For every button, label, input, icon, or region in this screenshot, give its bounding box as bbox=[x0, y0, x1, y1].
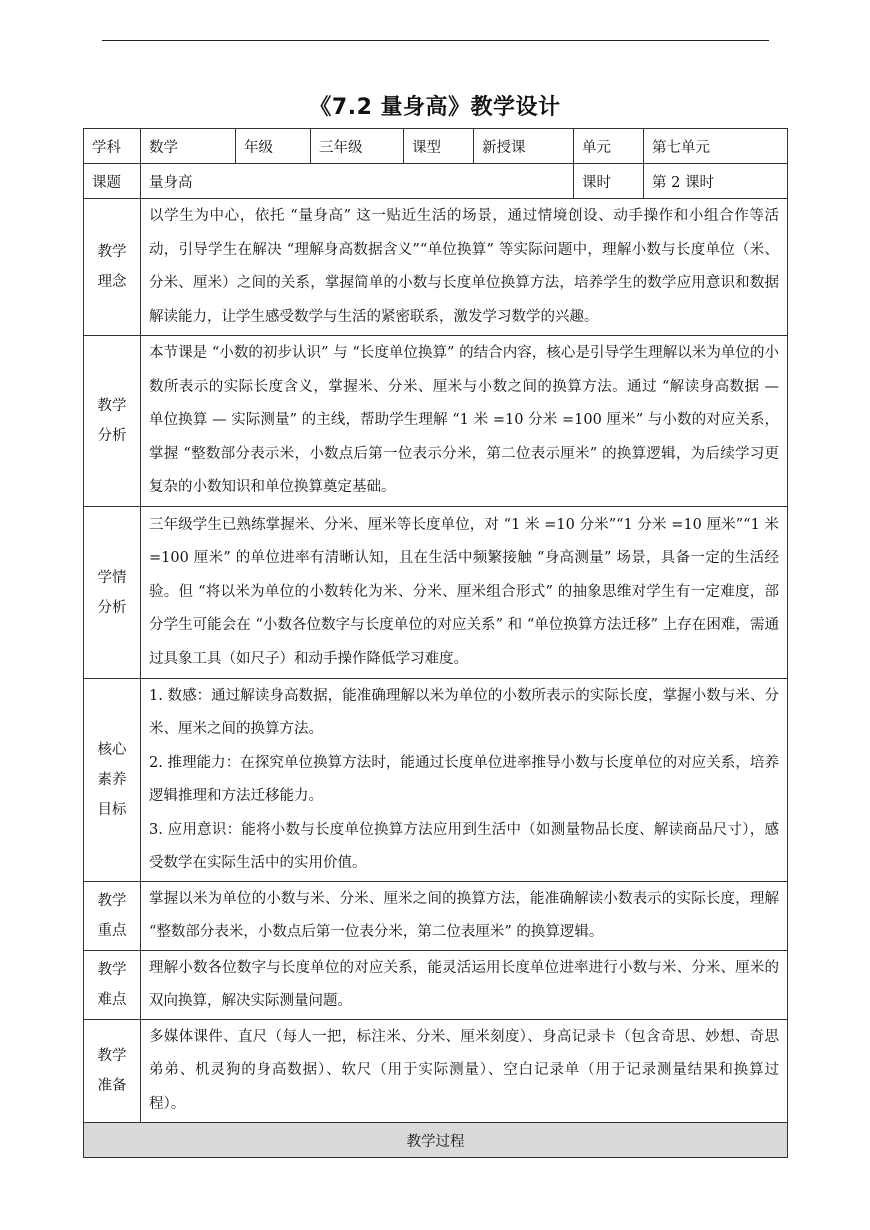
section-row bbox=[84, 1020, 788, 1123]
section-content bbox=[141, 507, 788, 679]
section-content bbox=[141, 1020, 788, 1123]
period-value: 第 2 课时 bbox=[644, 164, 788, 199]
unit-label: 单元 bbox=[574, 129, 644, 164]
subject-value: 数学 bbox=[141, 129, 236, 164]
section-paragraph: 3. 应用意识：能将小数与长度单位换算方法应用到生活中（如测量物品长度、解读商品尺寸），感受数学在实际生活中的实用价值。 bbox=[149, 821, 779, 871]
section-content bbox=[141, 199, 788, 336]
unit-value: 第七单元 bbox=[644, 129, 788, 164]
topic-label: 课题 bbox=[84, 164, 141, 199]
section-paragraph: 2. 推理能力：在探究单位换算方法时，能通过长度单位进率推导小数与长度单位的对应关系，培养逻辑推理和方法迁移能力。 bbox=[149, 754, 779, 804]
topic-value: 量身高 bbox=[141, 164, 574, 199]
lesson-plan-table bbox=[83, 128, 788, 1158]
section-row bbox=[84, 507, 788, 679]
period-label: 课时 bbox=[574, 164, 644, 199]
section-paragraph: 三年级学生已熟练掌握米、分米、厘米等长度单位，对 “1 米 =10 分米”“1 分米 =10 厘米”“1 米 =100 厘米” 的单位进率有清晰认知，且在生活中频繁接触 “身高测量” 场景，具备一定的生活经验。但 “将以米为单位的小数转化为米、分米、厘米组合形式” 的抽象思维对学生有一定难度，部分学生可能会在 “小数各位数字与长度单位的对应关系” 和 “单位换算方法迁移” 上存在困难，需通过具象工具（如尺子）和动手操作降低学习难度。 bbox=[149, 516, 779, 667]
section-paragraph: 本节课是 “小数的初步认识” 与 “长度单位换算” 的结合内容，核心是引导学生理解以米为单位的小数所表示的实际长度含义，掌握米、分米、厘米与小数之间的换算方法。通过 “解读身高数据 — 单位换算 — 实际测量” 的主线，帮助学生理解 “1 米 =10 分米 =100 厘米” 与小数的对应关系，掌握 “整数部分表示米，小数点后第一位表示分米，第二位表示厘米” 的换算逻辑，为后续学习更复杂的小数知识和单位换算奠定基础。 bbox=[149, 345, 779, 496]
section-label: 教学 理念 bbox=[84, 199, 141, 336]
topic-row bbox=[84, 164, 788, 199]
section-paragraph: 多媒体课件、直尺（每人一把，标注米、分米、厘米刻度）、身高记录卡（包含奇思、妙想、奇思弟弟、机灵狗的身高数据）、软尺（用于实际测量）、空白记录单（用于记录测量结果和换算过程）。 bbox=[149, 1028, 779, 1112]
section-paragraph: 掌握以米为单位的小数与米、分米、厘米之间的换算方法，能准确解读小数表示的实际长度，理解 “整数部分表米，小数点后第一位表分米，第二位表厘米” 的换算逻辑。 bbox=[149, 890, 779, 940]
section-paragraph: 理解小数各位数字与长度单位的对应关系，能灵活运用长度单位进率进行小数与米、分米、厘米的双向换算，解决实际测量问题。 bbox=[149, 959, 779, 1009]
section-row bbox=[84, 199, 788, 336]
section-label: 核心 素养 目标 bbox=[84, 679, 141, 882]
section-row bbox=[84, 679, 788, 882]
section-paragraph: 以学生为中心，依托 “量身高” 这一贴近生活的场景，通过情境创设、动手操作和小组合作等活动，引导学生在解决 “理解身高数据含义”“单位换算” 等实际问题中，理解小数与长度单位（米、分米、厘米）之间的关系，掌握简单的小数与长度单位换算方法，培养学生的数学应用意识和数据解读能力，让学生感受数学与生活的紧密联系，激发学习数学的兴趣。 bbox=[149, 208, 779, 325]
lesson-type-label: 课型 bbox=[404, 129, 474, 164]
section-label: 教学 准备 bbox=[84, 1020, 141, 1123]
subject-label: 学科 bbox=[84, 129, 141, 164]
section-content bbox=[141, 336, 788, 507]
section-label: 教学 重点 bbox=[84, 882, 141, 951]
lesson-type-value: 新授课 bbox=[474, 129, 574, 164]
info-row bbox=[84, 129, 788, 164]
section-label: 教学 难点 bbox=[84, 951, 141, 1020]
section-paragraph: 1. 数感：通过解读身高数据，能准确理解以米为单位的小数所表示的实际长度，掌握小数与米、分米、厘米之间的换算方法。 bbox=[149, 687, 779, 737]
grade-value: 三年级 bbox=[311, 129, 404, 164]
teaching-process-header: 教学过程 bbox=[84, 1123, 788, 1158]
header-rule bbox=[102, 40, 769, 41]
section-label: 教学 分析 bbox=[84, 336, 141, 507]
grade-label: 年级 bbox=[236, 129, 311, 164]
document-title: 《7.2 量身高》教学设计 bbox=[309, 95, 561, 120]
section-row bbox=[84, 336, 788, 507]
section-content bbox=[141, 882, 788, 951]
section-content bbox=[141, 679, 788, 882]
section-row bbox=[84, 951, 788, 1020]
section-row bbox=[84, 882, 788, 951]
section-label: 学情 分析 bbox=[84, 507, 141, 679]
section-content bbox=[141, 951, 788, 1020]
